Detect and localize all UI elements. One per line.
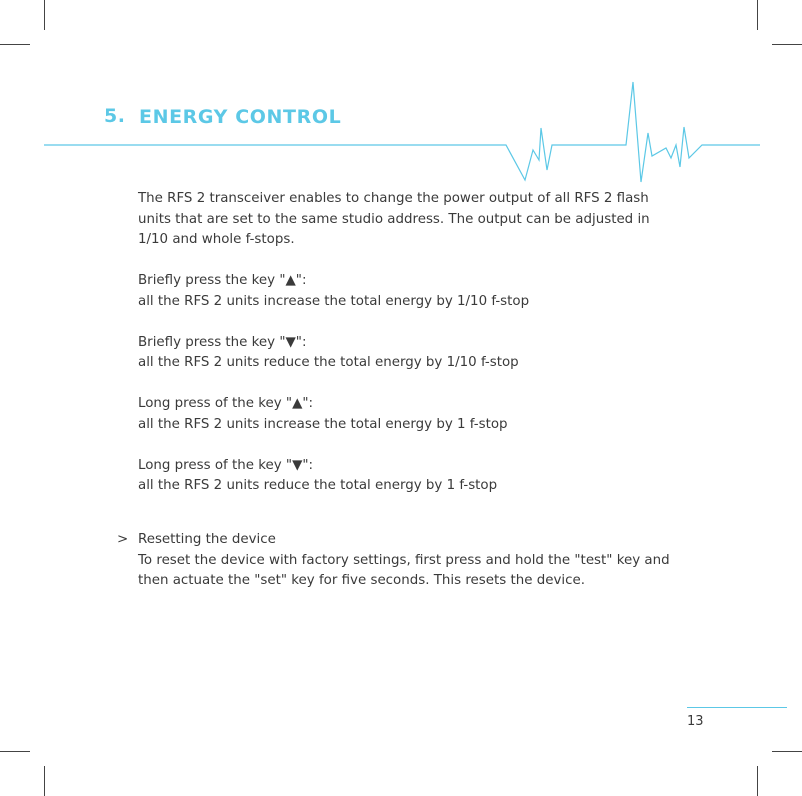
- instruction-key-line: Briefly press the key "▲":: [138, 273, 307, 288]
- pulse-line-graphic: [0, 0, 802, 200]
- page-number: 13: [687, 714, 704, 729]
- instruction-key-line: Briefly press the key "▼":: [138, 334, 307, 350]
- reset-heading: Resetting the device: [138, 532, 276, 547]
- heartbeat-rule: [44, 82, 760, 182]
- instruction-result-line: all the RFS 2 units increase the total energy by 1 f-stop: [138, 416, 508, 432]
- section-number: 5.: [104, 105, 126, 127]
- section-title: ENERGY CONTROL: [139, 106, 342, 128]
- crop-mark-bottom-right-h: [772, 751, 802, 752]
- instruction-key-line: Long press of the key "▲":: [138, 396, 314, 411]
- instruction-result-line: all the RFS 2 units increase the total energy by 1/10 f-stop: [138, 293, 530, 309]
- body-content: [138, 189, 678, 497]
- bullet-marker: >: [117, 532, 129, 547]
- section-header: [0, 0, 802, 200]
- instruction-result-line: all the RFS 2 units reduce the total energy by 1/10 f-stop: [138, 355, 519, 370]
- crop-mark-bottom-left-h: [0, 751, 30, 752]
- footer-rule: [687, 707, 787, 708]
- intro-paragraph: The RFS 2 transceiver enables to change the power output of all RFS 2 flash units that are set to the same studio address. The output can be adjusted in 1/10 and whole f-stops.: [138, 191, 650, 247]
- instruction-key-line: Long press of the key "▼":: [138, 457, 314, 473]
- crop-mark-bottom-right-v: [757, 766, 758, 796]
- crop-mark-bottom-left-v: [44, 766, 45, 796]
- reset-text: To reset the device with factory settings, first press and hold the "test" key and then actuate the "set" key for five seconds. This resets the device.: [138, 552, 670, 588]
- reset-section: [138, 530, 678, 592]
- instruction-result-line: all the RFS 2 units reduce the total energy by 1 f-stop: [138, 478, 498, 493]
